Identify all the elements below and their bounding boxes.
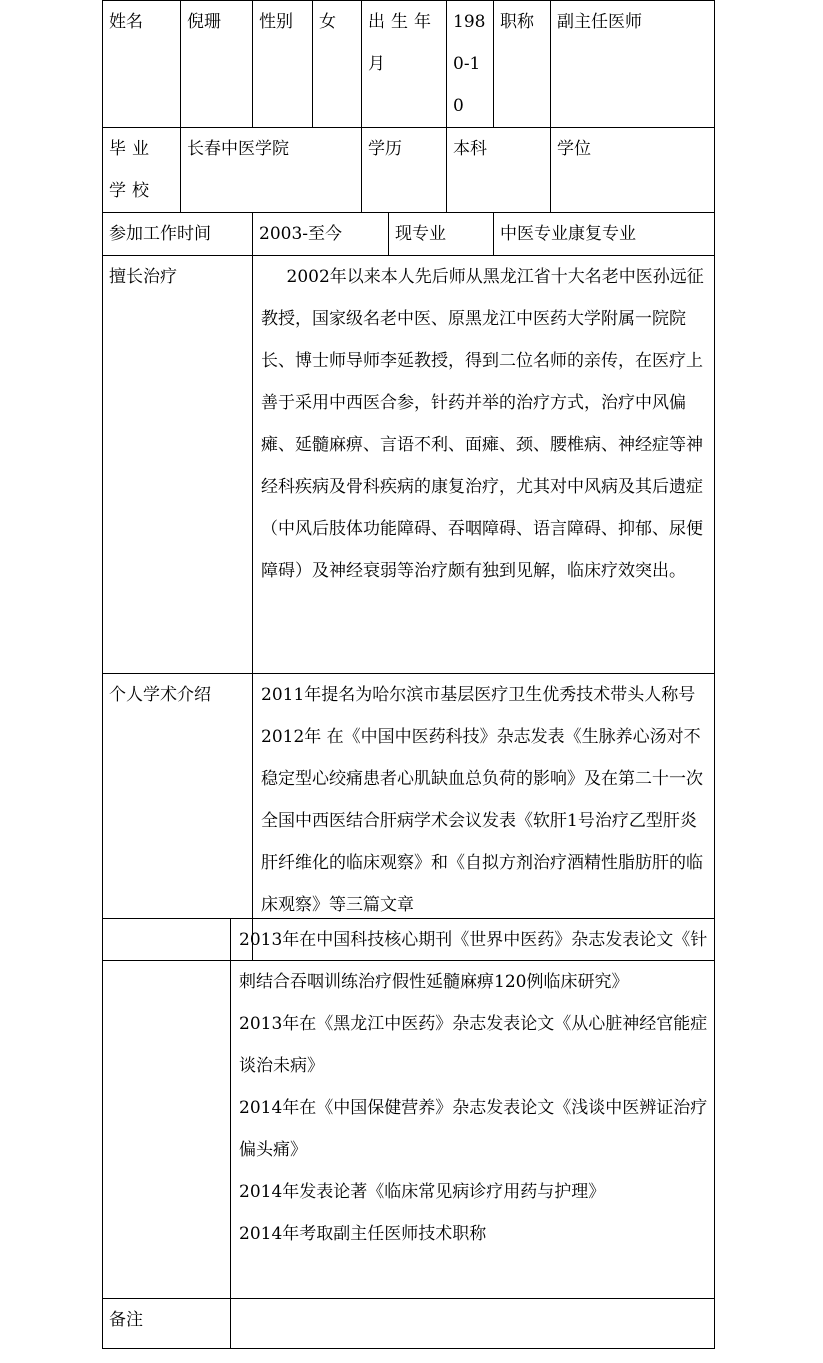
birth-label: 出生年月 — [362, 1, 447, 128]
title-value: 副主任医师 — [551, 1, 715, 128]
education-value: 本科 — [447, 128, 551, 213]
academic-cont-label — [103, 919, 231, 1299]
title-label: 职称 — [494, 1, 551, 128]
name-value: 倪珊 — [181, 1, 253, 128]
remarks-label: 备注 — [103, 1299, 231, 1349]
work-time-value: 2003-至今 — [253, 213, 389, 256]
name-label: 姓名 — [103, 1, 181, 128]
gender-label: 性别 — [253, 1, 313, 128]
birth-value: 1980-10 — [447, 1, 494, 128]
education-label: 学历 — [362, 128, 447, 213]
major-label: 现专业 — [389, 213, 494, 256]
academic-item: 2013年在《黑龙江中医药》杂志发表论文《从心脏神经官能症谈治未病》 — [239, 1014, 708, 1076]
academic-label: 个人学术介绍 — [103, 674, 253, 961]
specialty-label: 擅长治疗 — [103, 256, 253, 674]
school-value: 长春中医学院 — [181, 128, 362, 213]
academic-cont-list — [231, 919, 715, 1299]
school-label: 毕业学校 — [103, 128, 181, 213]
academic-item: 2014年考取副主任医师技术职称 — [239, 1224, 487, 1244]
work-time-label: 参加工作时间 — [103, 213, 253, 256]
profile-table — [102, 0, 715, 961]
academic-item: 2014年在《中国保健营养》杂志发表论文《浅谈中医辨证治疗偏头痛》 — [239, 1098, 708, 1160]
academic-item: 2014年发表论著《临床常见病诊疗用药与护理》 — [239, 1182, 606, 1202]
remarks-value — [231, 1299, 715, 1349]
gender-value: 女 — [313, 1, 362, 128]
specialty-text — [253, 256, 715, 674]
academic-item: 2013年在中国科技核心期刊《世界中医药》杂志发表论文《针刺结合吞咽训练治疗假性延髓麻痹120例临床研究》 — [239, 930, 708, 992]
profile-table-continued — [102, 918, 715, 1349]
major-value: 中医专业康复专业 — [494, 213, 715, 256]
specialty-paragraph: 2002年以来本人先后师从黑龙江省十大名老中医孙远征教授，国家级名老中医、原黑龙江中医药大学附属一院院长、博士师导师李延教授，得到二位名师的亲传，在医疗上善于采用中西医合参，针药并举的治疗方式，治疗中风偏瘫、延髓麻痹、言语不利、面瘫、颈、腰椎病、神经症等神经科疾病及骨科疾病的康复治疗，尤其对中风病及其后遗症（中风后肢体功能障碍、吞咽障碍、语言障碍、抑郁、尿便障碍）及神经衰弱等治疗颇有独到见解，临床疗效突出。 — [261, 267, 704, 581]
academic-item: 2012年 在《中国中医药科技》杂志发表《生脉养心汤对不稳定型心绞痛患者心肌缺血总负荷的影响》及在第二十一次全国中西医结合肝病学术会议发表《软肝1号治疗乙型肝炎肝纤维化的临床观察》和《自拟方剂治疗酒精性脂肪肝的临床观察》等三篇文章 — [261, 727, 703, 915]
degree-label: 学位 — [551, 128, 715, 213]
academic-item: 2011年提名为哈尔滨市基层医疗卫生优秀技术带头人称号 — [261, 685, 696, 705]
